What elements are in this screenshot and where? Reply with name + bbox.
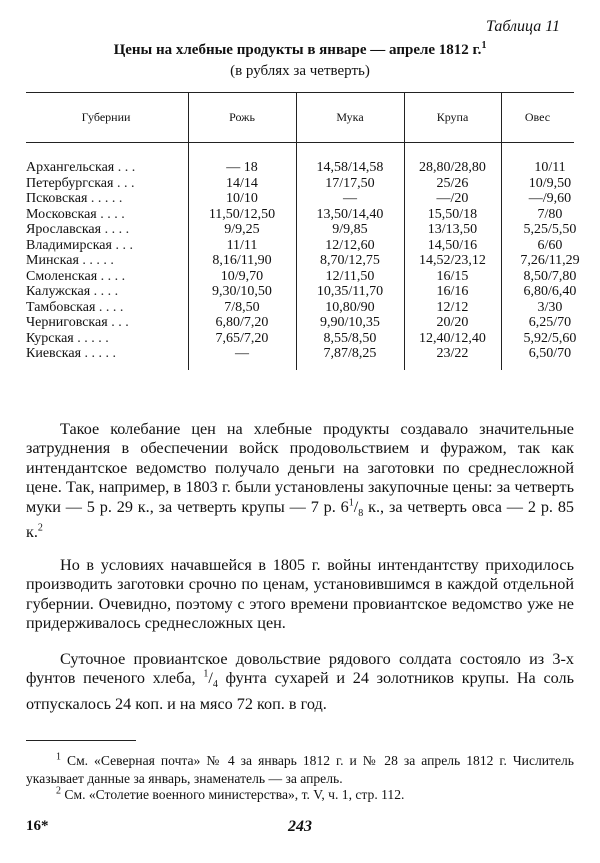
- flour-cell: 12/11,50: [325, 268, 375, 284]
- oats-cell: 6,50/70: [528, 346, 572, 361]
- province-cell: [26, 284, 186, 300]
- dot-leader: . . .: [113, 175, 135, 191]
- flour-cell: 8,70/12,75: [320, 253, 380, 268]
- rye-cell: 8,16/11,90: [212, 253, 272, 268]
- table-row: [26, 315, 574, 331]
- flour-cell: 17/17,50: [325, 175, 375, 191]
- dot-leader: . . . . .: [81, 346, 117, 361]
- oats-cell: 10/11: [534, 160, 566, 175]
- table-row: [26, 346, 574, 362]
- rye-cell: 6,80/7,20: [215, 315, 269, 330]
- groats-cell: 12,40/12,40: [419, 330, 486, 346]
- table-header-rule: [26, 142, 574, 143]
- groats-cell: 12/12: [436, 299, 469, 315]
- title-footnote-ref: 1: [481, 40, 487, 51]
- groats-cell: 16/15: [436, 268, 469, 284]
- rye-cell: 9/9,25: [224, 222, 260, 237]
- province-name: Архангельская: [26, 160, 115, 175]
- printer-signature: 16*: [26, 818, 49, 834]
- groats-cell: 20/20: [436, 315, 469, 330]
- footnote-1: [26, 752, 574, 787]
- dot-leader: . . . .: [90, 284, 119, 299]
- groats-cell: 15,50/18: [427, 206, 478, 222]
- flour-cell: —: [343, 191, 357, 206]
- flour-cell: 13,50/14,40: [316, 206, 384, 222]
- province-cell: [26, 160, 186, 176]
- flour-cell: 7,87/8,25: [323, 346, 377, 361]
- province-name: Московская: [26, 206, 97, 222]
- province-cell: [26, 269, 186, 285]
- province-name: Киевская: [26, 346, 82, 361]
- table-row: [26, 176, 574, 192]
- oats-cell: 8,50/7,80: [523, 268, 577, 284]
- dot-leader: . . . .: [96, 206, 125, 222]
- province-name: Смоленская: [26, 268, 98, 284]
- province-cell: [26, 253, 186, 269]
- oats-cell: 3/30: [537, 299, 563, 315]
- province-name: Ярославская: [26, 222, 102, 237]
- flour-cell: 14,58/14,58: [316, 160, 384, 175]
- paragraph-1: Такое колебание цен на хлебные продукты создавало значительные затруднения в обеспечении войск продовольствием и фуражом, так как интендантское ведомство получало деньги на заготовки по среднеcложной цене. Так, например, в 1803 г. были установлены закупочные цены: за четверть муки — 5 р. 29 к., за четверть крупы — 7 р. $6^1/_8$ к., за четверть овса — 2 р. 85 к.$^2$: [26, 420, 575, 542]
- province-cell: [26, 315, 186, 331]
- page-number: 243: [288, 818, 312, 835]
- province-name: Калужская: [26, 284, 91, 299]
- table-row: [26, 191, 574, 207]
- oats-cell: 6,80/6,40: [523, 284, 577, 299]
- oats-cell: 6,25/70: [528, 315, 572, 330]
- dot-leader: . . .: [111, 237, 133, 253]
- province-cell: [26, 191, 186, 207]
- province-name: Курская: [26, 330, 74, 346]
- flour-cell: 10,35/11,70: [316, 284, 384, 299]
- rye-cell: —: [235, 346, 249, 361]
- oats-cell: 10/9,50: [528, 175, 572, 191]
- province-name: Петербургская: [26, 175, 114, 191]
- table-row: [26, 330, 577, 347]
- table-title: [0, 42, 600, 59]
- fraction-numerator: 1: [203, 669, 209, 681]
- table-number: Таблица 11: [486, 18, 560, 35]
- rye-cell: — 18: [226, 160, 258, 175]
- province-name: Черниговская: [26, 315, 108, 330]
- header-province: Губернии: [81, 110, 131, 124]
- dot-leader: . . .: [107, 315, 129, 330]
- groats-cell: 23/22: [436, 346, 469, 361]
- footnote-2-mark: 2: [56, 785, 61, 797]
- groats-cell: 16/16: [436, 284, 469, 299]
- header-rye: Рожь: [229, 110, 255, 124]
- table-row: [26, 207, 574, 223]
- groats-cell: 13/13,50: [427, 222, 478, 237]
- table-row: [26, 253, 580, 269]
- fraction-numerator: 1: [348, 497, 354, 509]
- flour-cell: 8,55/8,50: [323, 330, 377, 346]
- dot-leader: . . . . .: [87, 191, 123, 206]
- footnote-rule: [26, 740, 136, 741]
- rye-cell: 14/14: [226, 175, 258, 191]
- province-cell: [26, 222, 186, 238]
- fraction-denominator: 4: [212, 679, 218, 691]
- province-name: Тамбовская: [26, 299, 96, 315]
- footnote-2: [26, 786, 574, 804]
- dot-leader: . . . . .: [73, 330, 109, 346]
- paragraph-3-text-b: фунта сухарей и 24 золотников крупы. На соль отпускалось 24 коп. и на мясо 72 коп. в год.: [26, 669, 574, 714]
- province-cell: [26, 238, 186, 254]
- table-row: [26, 238, 574, 254]
- dot-leader: . . . .: [97, 268, 126, 284]
- oats-cell: 5,25/5,50: [523, 222, 577, 237]
- oats-cell: —/9,60: [528, 191, 572, 206]
- dot-leader: . . . . .: [78, 253, 114, 268]
- oats-cell: 5,92/5,60: [523, 330, 577, 346]
- paragraph-2: Но в условиях начавшейся в 1805 г. войны интендантству приходилось производить заготовки срочно по ценам, установившимся в каждой отдельной губернии. Очевидно, поэтому с этого времени провиантское ведомство уже не придерживалось среднесложных цен.: [26, 556, 574, 633]
- rye-cell: 7,65/7,20: [215, 330, 269, 346]
- table-subtitle: (в рублях за четверть): [230, 63, 370, 79]
- table-row: [26, 268, 577, 285]
- paragraph-3-text-a: Суточное провиантское довольствие рядового солдата состояло из 3-х фунтов печеного хлеба,: [26, 650, 574, 688]
- province-cell: [26, 300, 186, 316]
- table-top-rule: [26, 92, 574, 93]
- flour-cell: 10,80/90: [325, 299, 375, 315]
- groats-cell: 25/26: [436, 175, 469, 191]
- paragraph-1-text-a: Такое колебание цен на хлебные продукты создавало значительные затруднения в обеспечении войск продовольствием и фуражом, так как интендантское ведомство получало деньги на заготовки по среднеcложной цене. Так, например, в 1803 г. были установлены закупочные цены: за четверть муки — 5 р. 29 к., за четверть крупы — 7 р. 6: [26, 420, 574, 516]
- footnote-ref-2: 2: [37, 522, 43, 534]
- province-cell: [26, 331, 186, 347]
- paragraph-1-text-b: к., за четверть овса — 2 р. 85 к.: [26, 497, 575, 542]
- dot-leader: . . .: [114, 160, 136, 175]
- groats-cell: 14,50/16: [427, 237, 478, 253]
- header-oats: Овес: [524, 110, 551, 124]
- rye-cell: 10/10: [226, 191, 258, 206]
- flour-cell: 12/12,60: [325, 237, 375, 253]
- province-cell: [26, 176, 186, 192]
- table-title-text: Цены на хлебные продукты в январе — апреле 1812 г.: [113, 42, 482, 58]
- flour-cell: 9/9,85: [332, 222, 368, 237]
- rye-cell: 9,30/10,50: [212, 284, 272, 299]
- footnote-1-text: См. «Северная почта» № 4 за январь 1812 г. и № 28 за апрель 1812 г. Числитель указывает данные за январь, знаменатель — за апрель.: [26, 753, 574, 786]
- table-row: [26, 160, 574, 176]
- groats-cell: —/20: [436, 191, 469, 206]
- province-name: Минская: [26, 253, 79, 268]
- rye-cell: 11/11: [226, 237, 258, 253]
- province-name: Псковская: [26, 191, 88, 206]
- oats-cell: 7/80: [537, 206, 563, 222]
- province-name: Владимирская: [26, 237, 112, 253]
- table-row: [26, 222, 577, 238]
- header-flour: Мука: [336, 110, 364, 124]
- header-groats: Крупа: [436, 110, 469, 124]
- table-row: [26, 284, 577, 300]
- rye-cell: 10/9,70: [220, 268, 264, 284]
- groats-cell: 14,52/23,12: [419, 253, 486, 268]
- table-row: [26, 300, 574, 316]
- paragraph-3: Суточное провиантское довольствие рядового солдата состояло из 3-х фунтов печеного хлеба, $^1/_4$ фунта сухарей и 24 золотников крупы. На соль отпускалось 24 коп. и на мясо 72 коп. в год.: [26, 650, 574, 714]
- oats-cell: 6/60: [537, 237, 563, 253]
- dot-leader: . . . .: [95, 299, 124, 315]
- footnote-1-mark: 1: [56, 751, 61, 763]
- rye-cell: 11,50/12,50: [208, 206, 276, 222]
- table-body: [26, 160, 580, 362]
- dot-leader: . . . .: [101, 222, 130, 237]
- oats-cell: 7,26/11,29: [520, 253, 580, 268]
- footnote-2-text: См. «Столетие военного министерства», т. V, ч. 1, стр. 112.: [64, 787, 405, 802]
- province-cell: [26, 207, 186, 223]
- flour-cell: 9,90/10,35: [320, 315, 380, 330]
- rye-cell: 7/8,50: [224, 299, 260, 315]
- fraction-denominator: 8: [358, 507, 364, 519]
- province-cell: [26, 346, 186, 362]
- groats-cell: 28,80/28,80: [419, 160, 486, 175]
